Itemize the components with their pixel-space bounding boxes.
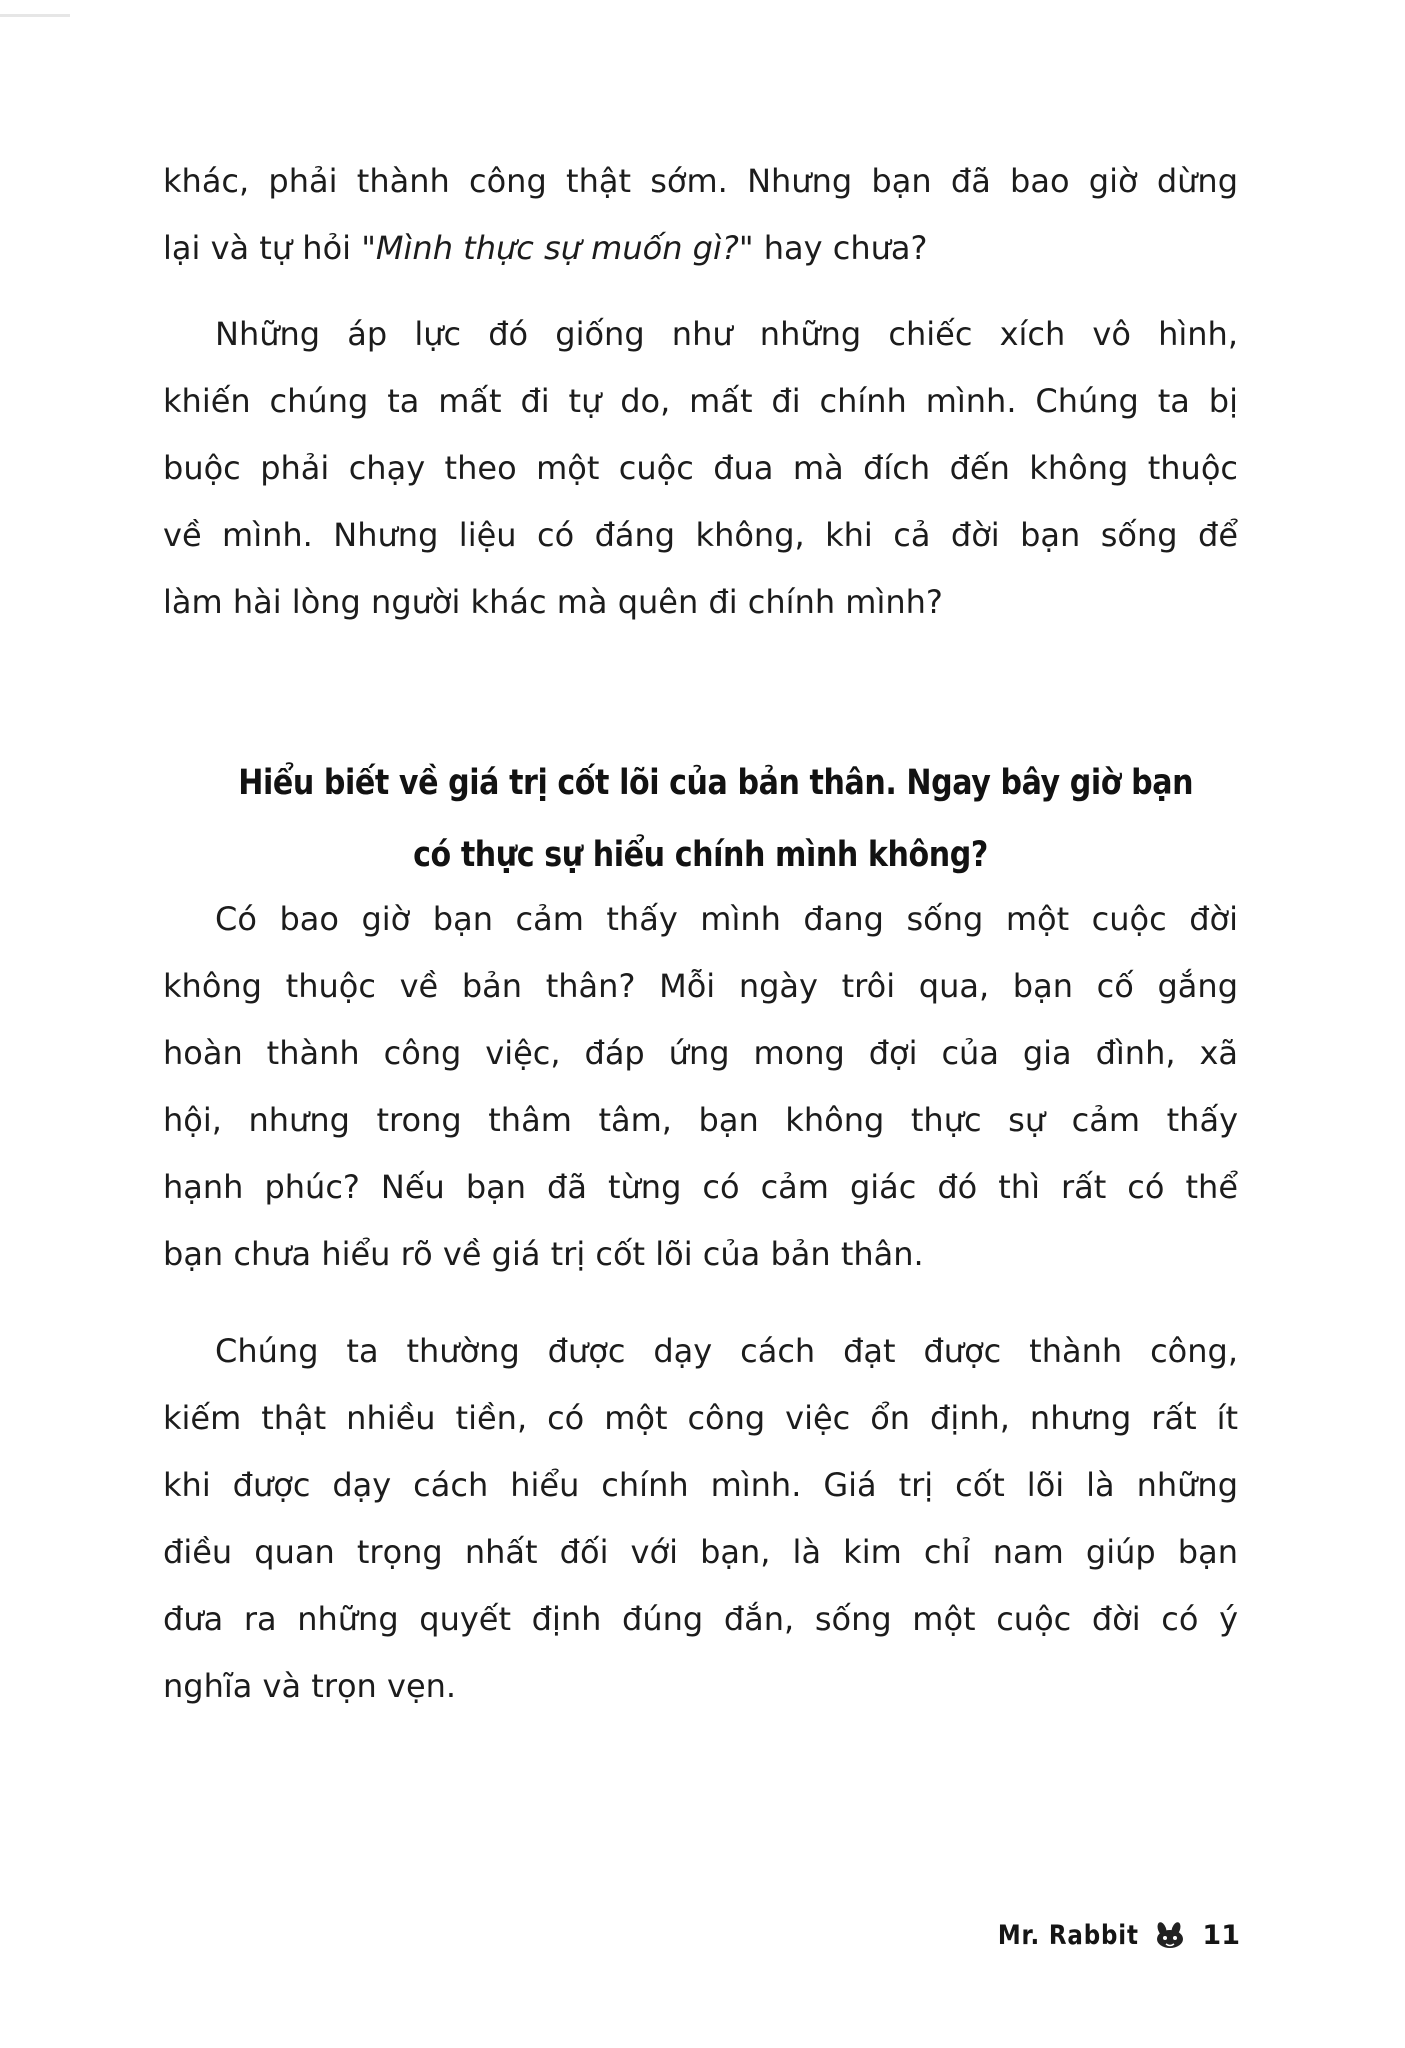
text-line: khiến chúng ta mất đi tự do, mất đi chính mình. Chúng ta bị (163, 382, 1238, 420)
section-heading (238, 747, 1194, 891)
paragraph-core-values (163, 1318, 1238, 1720)
paragraph-feeling (163, 886, 1238, 1288)
heading-line: Hiểu biết về giá trị cốt lõi của bản thân. Ngay bây giờ bạn (238, 763, 1194, 804)
text-line: Có bao giờ bạn cảm thấy mình đang sống một cuộc đời (215, 900, 1238, 938)
footer-brand: Mr. Rabbit (997, 1920, 1139, 1951)
text-line: bạn chưa hiểu rõ về giá trị cốt lõi của bản thân. (163, 1235, 924, 1273)
paragraph-continuation (163, 148, 1238, 282)
text-line: điều quan trọng nhất đối với bạn, là kim chỉ nam giúp bạn (163, 1533, 1238, 1571)
text-line: nghĩa và trọn vẹn. (163, 1667, 457, 1705)
text-line-with-italic-quote (163, 215, 1238, 282)
rabbit-icon (1152, 1922, 1188, 1950)
text-line: hạnh phúc? Nếu bạn đã từng có cảm giác đó thì rất có thể (163, 1168, 1238, 1206)
text-line: hoàn thành công việc, đáp ứng mong đợi của gia đình, xã (163, 1034, 1238, 1072)
page-footer (973, 1920, 1240, 1951)
page-number: 11 (1202, 1920, 1240, 1951)
text-line: về mình. Nhưng liệu có đáng không, khi cả đời bạn sống để (163, 516, 1238, 554)
text-line: Chúng ta thường được dạy cách đạt được thành công, (215, 1332, 1238, 1370)
text-line: làm hài lòng người khác mà quên đi chính mình? (163, 583, 943, 621)
paragraph-pressure (163, 301, 1238, 636)
text-run: hay chưa? (753, 229, 928, 267)
heading-line: có thực sự hiểu chính mình không? (413, 835, 988, 876)
text-line: hội, nhưng trong thâm tâm, bạn không thực sự cảm thấy (163, 1101, 1238, 1139)
text-line: không thuộc về bản thân? Mỗi ngày trôi qua, bạn cố gắng (163, 967, 1238, 1005)
scan-edge-mark (0, 14, 70, 17)
text-line: buộc phải chạy theo một cuộc đua mà đích đến không thuộc (163, 449, 1238, 487)
text-line: khác, phải thành công thật sớm. Nhưng bạn đã bao giờ dừng (163, 162, 1238, 200)
text-line: kiếm thật nhiều tiền, có một công việc ổn định, nhưng rất ít (163, 1399, 1238, 1437)
text-line: đưa ra những quyết định đúng đắn, sống một cuộc đời có ý (163, 1600, 1238, 1638)
text-line: Những áp lực đó giống như những chiếc xích vô hình, (215, 315, 1238, 353)
italic-quote: "Mình thực sự muốn gì?" (361, 229, 754, 267)
text-line: khi được dạy cách hiểu chính mình. Giá trị cốt lõi là những (163, 1466, 1238, 1504)
text-run: lại và tự hỏi (163, 229, 362, 267)
